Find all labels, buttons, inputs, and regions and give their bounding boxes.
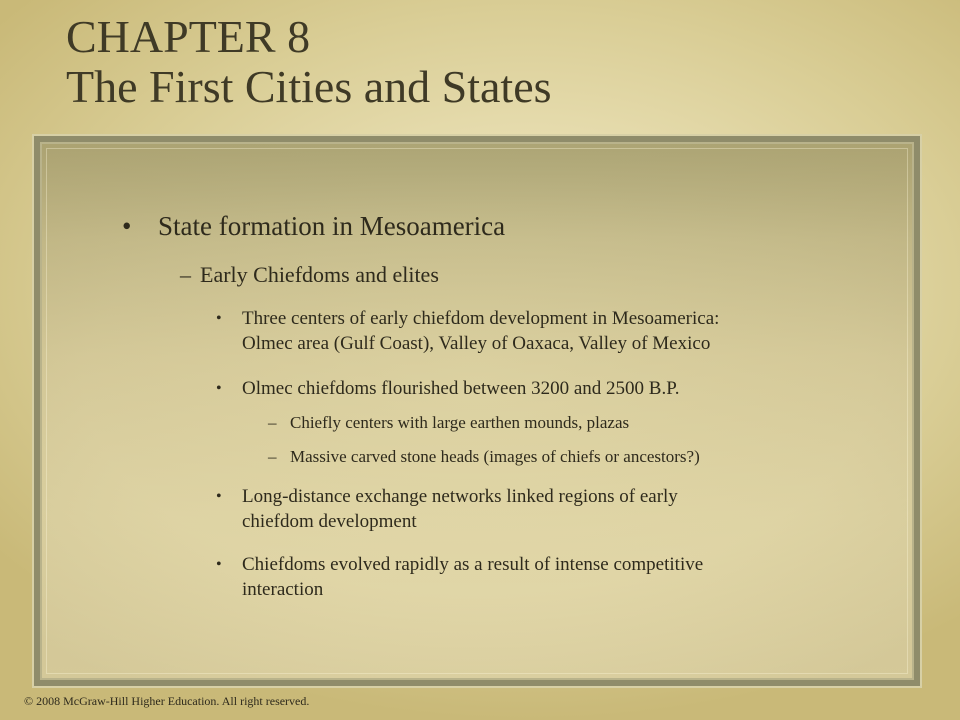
bullet-text-line: Three centers of early chiefdom development in Mesoamerica: [242,308,720,329]
bullet-text: Early Chiefdoms and elites [200,262,439,287]
dash-marker: – [268,413,277,432]
bullet-text-line: Chiefdoms evolved rapidly as a result of intense competitive [242,554,704,575]
bullet-marker: • [216,556,222,573]
bullet-text: State formation in Mesoamerica [158,211,506,241]
content-panel [34,136,920,686]
copyright-footer: © 2008 McGraw-Hill Higher Education. All right reserved. [24,694,310,708]
slide-title [66,12,926,112]
bullet-text-line: Long-distance exchange networks linked regions of early [242,486,678,507]
dash-marker: – [268,447,277,466]
title-line-2: The First Cities and States [66,61,552,112]
bullet-text [242,484,922,534]
bullet-marker: • [216,310,222,327]
dash-marker: – [180,262,191,287]
bullet-text [242,306,922,356]
title-line-1: CHAPTER 8 [66,11,311,62]
sub-item-text: Massive carved stone heads (images of chiefs or ancestors?) [290,447,700,466]
bullet-text-line: interaction [242,579,324,600]
bullet-text [242,376,922,401]
bullet-marker: • [216,380,222,397]
bullet-marker: • [216,488,222,505]
bullet-marker: • [122,211,132,241]
sub-item-text: Chiefly centers with large earthen mounds, plazas [290,413,630,432]
bullet-text-line: Olmec chiefdoms flourished between 3200 and 2500 B.P. [242,378,680,399]
bullet-text-line: chiefdom development [242,511,417,532]
bullet-text [242,552,922,602]
bullet-text-line: Olmec area (Gulf Coast), Valley of Oaxaca, Valley of Mexico [242,333,711,354]
